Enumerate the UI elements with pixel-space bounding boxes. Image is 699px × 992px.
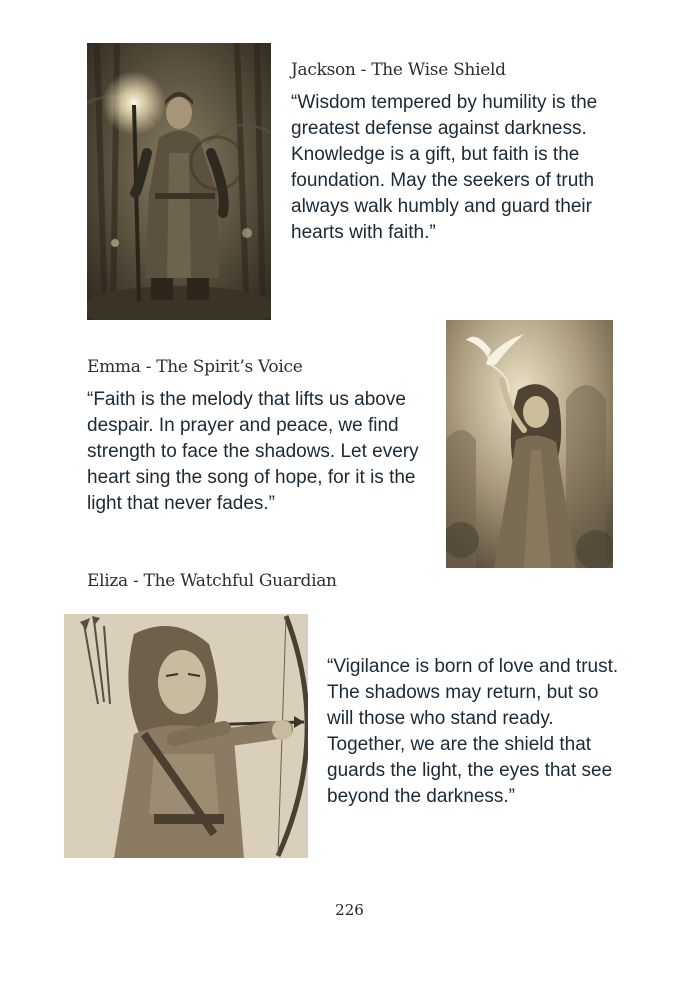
archer-drawing-bow-icon (64, 614, 308, 858)
page-number: 226 (335, 901, 364, 919)
emma-illustration (446, 320, 613, 568)
entry-quote-emma: “Faith is the melody that lifts us above despair. In prayer and peace, we find strength to face the shadows. Let every heart sing the song of hope, for it is the light that never fades.” (87, 389, 419, 514)
eliza-illustration (64, 614, 308, 858)
entry-quote-jackson: “Wisdom tempered by humility is the greatest defense against darkness. Knowledge is a gift, but faith is the foundation. May the seekers of truth always walk humbly and guard their hearts with faith.” (291, 92, 598, 243)
entry-quote-eliza: “Vigilance is born of love and trust. The shadows may return, but so will those who stand ready. Together, we are the shield that guards the light, the eyes that see beyond the darkness.” (327, 656, 619, 807)
woman-with-dove-icon (446, 320, 613, 568)
wizard-with-glowing-staff-icon (87, 43, 271, 320)
entry-name-eliza: Eliza - The Watchful Guardian (87, 571, 337, 591)
entry-name-emma: Emma - The Spirit’s Voice (87, 357, 303, 377)
entry-name-jackson: Jackson - The Wise Shield (291, 60, 506, 80)
jackson-illustration (87, 43, 271, 320)
